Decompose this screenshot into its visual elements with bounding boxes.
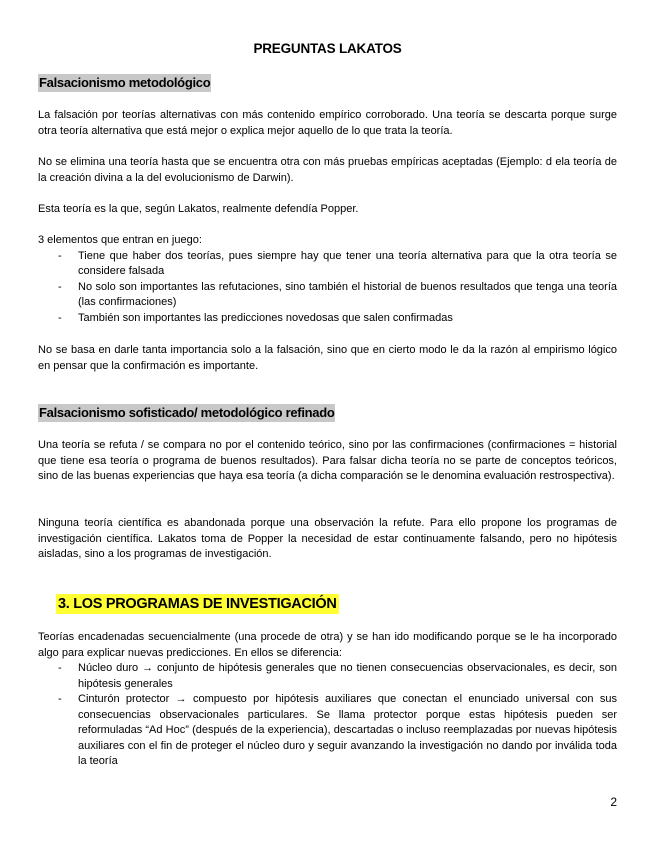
list-block <box>38 630 617 770</box>
section-heading: 3. LOS PROGRAMAS DE INVESTIGACIÓN <box>58 596 337 612</box>
paragraph-text: No se basa en darle tanta importancia solo a la falsación, sino que en cierto modo le da la razón al empirismo lógico en pensar que la confirmación es importante. <box>38 344 617 372</box>
list-item: - Tiene que haber dos teorías, pues siempre hay que tener una teoría alternativa para que la otra teoría se considere falsada <box>58 249 617 277</box>
list-block <box>38 233 617 326</box>
section-heading: Falsacionismo sofisticado/ metodológico refinado <box>39 405 335 420</box>
list-intro: 3 elementos que entran en juego: <box>38 234 202 246</box>
paragraph <box>38 155 617 186</box>
section-falsacionismo-metodologico <box>38 74 617 93</box>
paragraph-text: Una teoría se refuta / se compara no por el contenido teórico, sino por las confirmaciones (confirmaciones = historial que tiene esa teoría o programa de buenos resultados). Para falsar dicha teoría no se parte de conceptos teóricos, sino de las buenas experiencias que haya esa teoría (a dicha comparación se le denomina evaluación restrospectiva). <box>38 439 617 482</box>
list-item: - También son importantes las predicciones novedosas que salen confirmadas <box>38 311 617 327</box>
bullet-list <box>38 661 617 770</box>
paragraph <box>38 343 617 374</box>
paragraph <box>38 438 617 485</box>
paragraph-text: Teorías encadenadas secuencialmente (una procede de otra) y se han ido modificando porque se le ha incorporado algo para explicar nuevas predicciones. En ellos se diferencia: <box>38 631 617 659</box>
paragraph-text: Esta teoría es la que, según Lakatos, realmente defendía Popper. <box>38 203 359 215</box>
page-number: 2 <box>610 795 617 809</box>
dash-bullet-icon: - <box>58 693 62 705</box>
paragraph <box>38 108 617 139</box>
section-heading: Falsacionismo metodológico <box>39 75 211 90</box>
dash-bullet-icon: - <box>58 280 62 293</box>
paragraph-text: La falsación por teorías alternativas con más contenido empírico corroborado. Una teoría se descarta porque surge otra teoría alternativa que está mejor o explica mejor aquello de lo que trata la teoría. <box>38 109 617 137</box>
paragraph <box>38 202 617 218</box>
paragraph-text: No se elimina una teoría hasta que se encuentra otra con más pruebas empíricas aceptadas (Ejemplo: d ela teoría de la creación divina a la del evolucionismo de Darwin). <box>38 156 617 184</box>
list-item: - Núcleo duro → conjunto de hipótesis generales que no tienen consecuencias observacionales, es decir, son hipótesis generales <box>58 662 617 690</box>
section-falsacionismo-sofisticado <box>38 404 617 423</box>
list-item: - No solo son importantes las refutaciones, sino también el historial de buenos resultados que tenga una teoría (las confirmaciones) <box>58 280 617 308</box>
dash-bullet-icon: - <box>58 311 62 324</box>
paragraph-text: Ninguna teoría científica es abandonada porque una observación la refute. Para ello propone los programas de investigación científica. Lakatos toma de Popper la necesidad de estar continuamente falsando, pero no hipótesis aisladas, sino a los programas de investigación. <box>38 517 617 560</box>
bullet-list <box>38 249 617 327</box>
paragraph <box>38 516 617 563</box>
dash-bullet-icon: - <box>58 662 62 674</box>
section-programas-investigacion <box>38 594 617 614</box>
page-title: PREGUNTAS LAKATOS <box>253 41 402 56</box>
dash-bullet-icon: - <box>58 249 62 262</box>
list-item: - Cinturón protector → compuesto por hipótesis auxiliares que conectan el enunciado universal con sus consecuencias observacionales particulares. Se llama protector porque estas hipótesis pueden ser reformuladas “Ad Hoc” (después de la experiencia), descartadas o incluso reemplazadas por nuevas hipótesis auxiliares con el fin de proteger el núcleo duro y seguir avanzando la investigación no dando por inválida toda la teoría <box>58 693 617 767</box>
